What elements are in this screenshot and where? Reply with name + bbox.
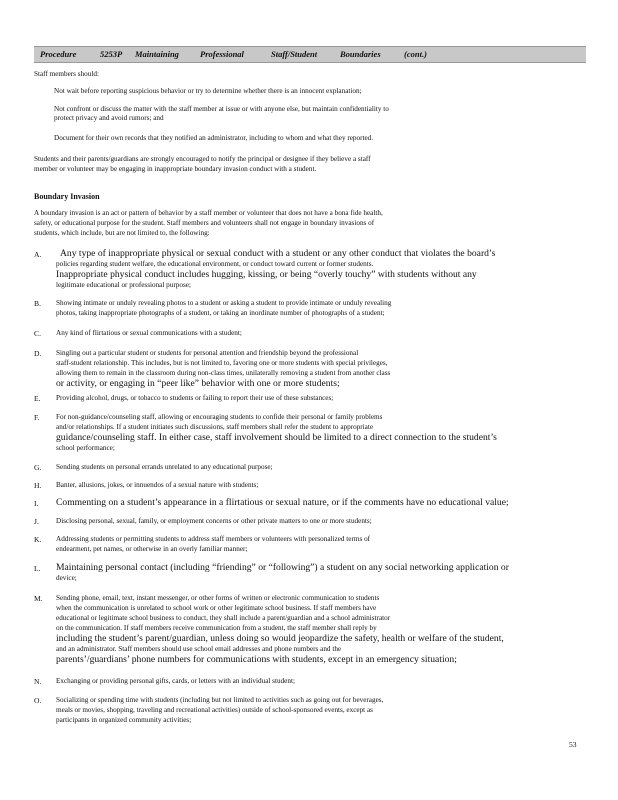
item-e-line-1: Providing alcohol, drugs, or tobacco to students or failing to report their use of these substances; [56,394,334,402]
item-f-line-2: and/or relationships. If a student initiates such discussions, staff members shall refer the student to appropriate [56,423,374,431]
item-b-line-1: Showing intimate or unduly revealing photos to a student or asking a student to provide intimate or unduly revealing [56,299,392,307]
item-j-line-1: Disclosing personal, sexual, family, or employment concerns or other private matters to one or more students; [56,517,372,525]
header-number: 5253P [100,49,123,59]
item-m-line-5: including the student’s parent/guardian, unless doing so would jeopardize the safety, health or welfare of the student, [56,633,504,644]
header-word-4: Boundaries [340,49,381,59]
students-para-line-1: Students and their parents/guardians are strongly encouraged to notify the principal or designee if they believe a staff [34,155,371,163]
boundary-para-line-3: students, which include, but are not limited to, the following: [34,229,210,237]
header-word-3: Staff/Student [271,49,318,59]
intro-text: Staff members should: [34,70,99,78]
procedure-header-bar [34,46,586,63]
item-d-line-3: allowing them to remain in the classroom during non-class times, unilaterally removing a student from another class [56,369,391,377]
item-k-line-2: endearment, pet names, or otherwise in an overly familiar manner; [56,545,248,553]
item-f-line-4: school performance; [56,444,115,452]
bullet-2-line-1: Not confront or discuss the matter with the staff member at issue or with anyone else, but maintain confidentiality to [54,105,389,113]
item-label: O. [34,696,42,705]
item-g-line-1: Sending students on personal errands unrelated to any educational purpose; [56,463,273,471]
item-i-line-1: Commenting on a student’s appearance in a flirtatious or sexual nature, or if the comments have no educational value; [56,497,509,508]
header-word-1: Maintaining [135,49,179,59]
bullet-3-line-1: Document for their own records that they notified an administrator, including to whom and what they reported. [54,134,374,142]
item-label: D. [34,349,42,358]
item-m-line-3: educational or legitimate school business to conduct, they shall include a parent/guardian and a school administrator [56,614,391,622]
header-procedure: Procedure [40,49,77,59]
boundary-para-line-1: A boundary invasion is an act or pattern of behavior by a staff member or volunteer that does not have a bona fide health, [34,209,383,217]
item-o-line-1: Socializing or spending time with students (including but not limited to activities such as going out for beverages, [56,696,384,704]
item-b-line-2: photos, taking inappropriate photographs of a student, or taking an inordinate number of photographs of a student; [56,309,385,317]
item-h-line-1: Banter, allusions, jokes, or innuendos of a sexual nature with students; [56,481,259,489]
item-m-line-2: when the communication is unrelated to school work or other legitimate school business. If staff members have [56,604,377,612]
item-l-line-2: device; [56,574,77,582]
item-label: I. [34,499,39,508]
item-o-line-2: meals or movies, shopping, traveling and recreational activities) outside of school-sponsored events, except as [56,706,373,714]
item-k-line-1: Addressing students or permitting students to address staff members or volunteers with personalized terms of [56,535,371,543]
item-d-line-1: Singling out a particular student or students for personal attention and friendship beyond the professional [56,349,359,357]
item-label: L. [34,564,41,573]
item-m-line-4: on the communication. If staff members receive communication from a student, the staff member shall reply by [56,624,377,632]
item-label: C. [34,329,41,338]
item-label: G. [34,463,42,472]
item-label: E. [34,394,41,403]
item-label: B. [34,299,41,308]
students-para-line-2: member or volunteer may be engaging in inappropriate boundary invasion conduct with a student. [34,165,317,173]
item-a-line-1: Any type of inappropriate physical or sexual conduct with a student or any other conduct that violates the board’s [60,248,496,259]
item-label: N. [34,677,42,686]
item-label: K. [34,535,42,544]
item-f-line-1: For non-guidance/counseling staff, allowing or encouraging students to confide their personal or family problems [56,413,383,421]
section-title: Boundary Invasion [34,192,100,201]
item-m-line-7: parents’/guardians’ phone numbers for communications with students, except in an emergency situation; [56,654,457,665]
item-m-line-1: Sending phone, email, text, instant messenger, or other forms of written or electronic communication to students [56,594,380,602]
item-label: H. [34,481,42,490]
item-m-line-6: and an administrator. Staff members should use school email addresses and phone numbers and the [56,645,342,653]
item-n-line-1: Exchanging or providing personal gifts, cards, or letters with an individual student; [56,677,295,685]
header-word-5: (cont.) [404,49,427,59]
item-c-line-1: Any kind of flirtatious or sexual communications with a student; [56,329,242,337]
boundary-para-line-2: safety, or educational purpose for the student. Staff members and volunteers shall not engage in boundary invasions of [34,219,375,227]
item-label: F. [34,413,40,422]
item-a-line-2: policies regarding student welfare, the educational environment, or conduct toward current or former students. [56,260,374,268]
header-word-2: Professional [200,49,244,59]
item-label: J. [34,517,39,526]
bullet-2-line-2: protect privacy and avoid rumors; and [54,114,164,122]
item-o-line-3: participants in organized community activities; [56,716,192,724]
item-d-line-2: staff-student relationship. This includes, but is not limited to, favoring one or more students with special privileges, [56,359,388,367]
page-number: 53 [569,740,577,749]
item-a-line-3: Inappropriate physical conduct includes hugging, kissing, or being “overly touchy” with students without any [56,269,477,280]
bullet-1-line-1: Not wait before reporting suspicious behavior or try to determine whether there is an innocent explanation; [54,87,362,95]
item-label: M. [34,594,43,603]
item-label: A. [34,250,42,259]
item-d-line-4: or activity, or engaging in “peer like” behavior with one or more students; [56,378,340,389]
item-f-line-3: guidance/counseling staff. In either case, staff involvement should be limited to a direct connection to the student’s [56,432,497,443]
item-l-line-1: Maintaining personal contact (including “friending” or “following”) a student on any social networking application or [56,562,509,573]
item-a-line-4: legitimate educational or professional purpose; [56,281,191,289]
